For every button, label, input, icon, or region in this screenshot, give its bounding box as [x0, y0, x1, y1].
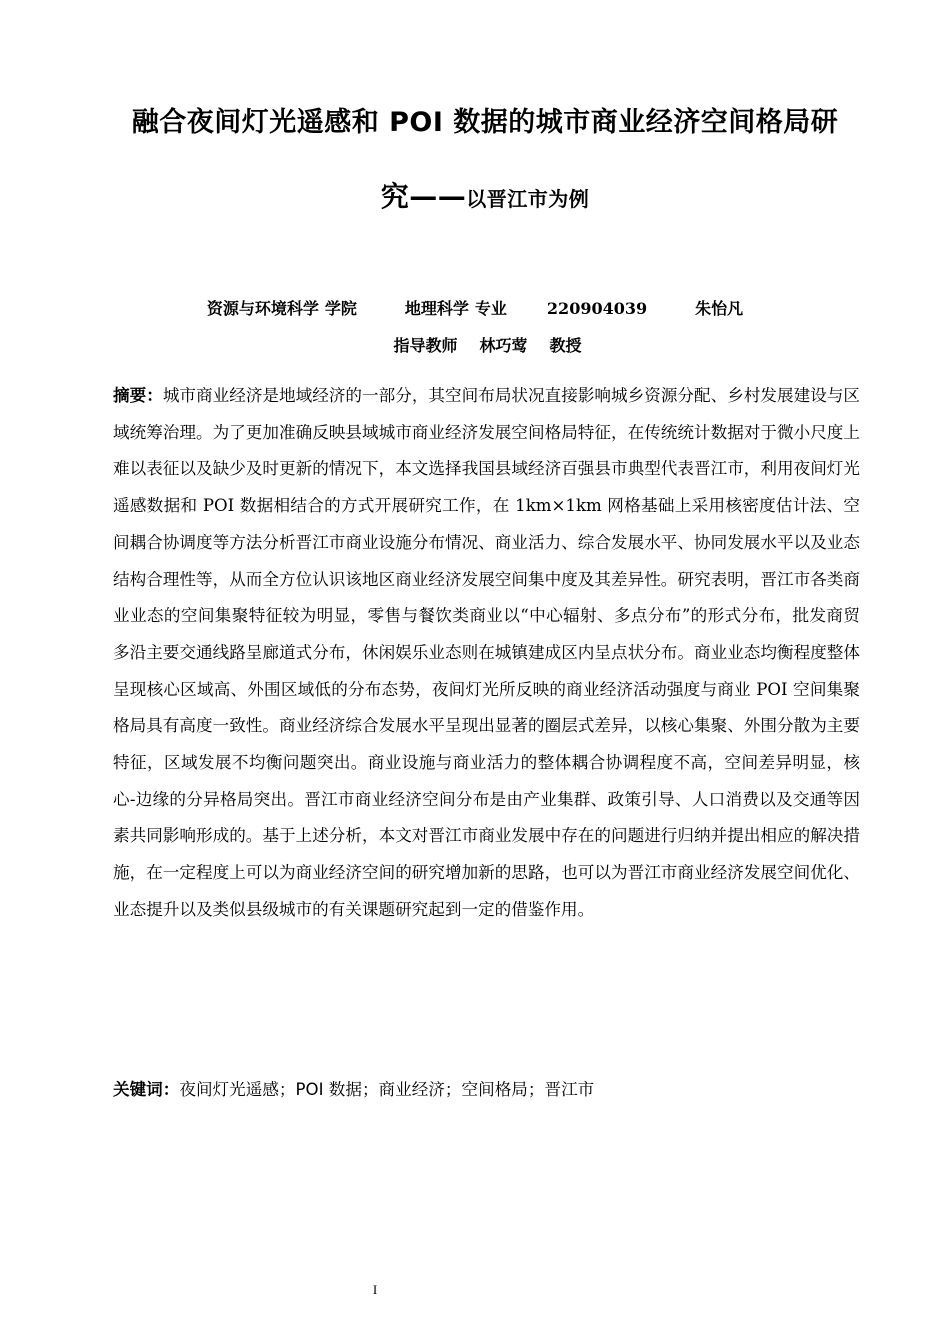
thesis-title-continuation: 究—— — [380, 180, 467, 213]
student-name: 朱怡凡 — [695, 299, 744, 318]
college-name: 资源与环境科学 — [206, 299, 319, 318]
advisor-info — [0, 333, 950, 356]
page-number: I — [372, 1282, 378, 1297]
author-info — [0, 296, 950, 319]
college-suffix: 学院 — [324, 299, 357, 318]
advisor-label: 指导教师 — [393, 336, 458, 355]
keywords-text: 夜间灯光遥感；POI 数据；商业经济；空间格局；晋江市 — [179, 1080, 595, 1099]
abstract-label: 摘要： — [113, 386, 163, 405]
keywords-line — [113, 1075, 860, 1105]
thesis-title-line-2 — [100, 175, 870, 215]
abstract-text: 城市商业经济是地域经济的一部分，其空间布局状况直接影响城乡资源分配、乡村发展建设与区域统筹治理。为了更加准确反映县域城市商业经济发展空间格局特征，在传统统计数据对于微小尺度上难以表征以及缺少及时更新的情况下，本文选择我国县域经济百强县市典型代表晋江市，利用夜间灯光遥感数据和 POI 数据相结合的方式开展研究工作，在 1km×1km 网格基础上采用核密度估计法、空间耦合协调度等方法分析晋江市商业设施分布情况、商业活力、综合发展水平、协同发展水平以及业态结构合理性等，从而全方位认识该地区商业经济发展空间集中度及其差异性。研究表明，晋江市各类商业业态的空间集聚特征较为明显，零售与餐饮类商业以“中心辐射、多点分布”的形式分布，批发商贸多沿主要交通线路呈廊道式分布，休闲娱乐业态则在城镇建成区内呈点状分布。商业业态均衡程度整体呈现核心区域高、外围区域低的分布态势，夜间灯光所反映的商业经济活动强度与商业 POI 空间集聚格局具有高度一致性。商业经济综合发展水平呈现出显著的圈层式差异，以核心集聚、外围分散为主要特征，区域发展不均衡问题突出。商业设施与商业活力的整体耦合协调程度不高，空间差异明显，核心-边缘的分异格局突出。晋江市商业经济空间分布是由产业集群、政策引导、人口消费以及交通等因素共同影响形成的。基于上述分析，本文对晋江市商业发展中存在的问题进行归纳并提出相应的解决措施，在一定程度上可以为商业经济空间的研究增加新的思路，也可以为晋江市商业经济发展空间优化、业态提升以及类似县级城市的有关课题研究起到一定的借鉴作用。 — [113, 386, 861, 919]
student-id: 220904039 — [546, 299, 648, 318]
abstract-paragraph — [113, 378, 860, 929]
thesis-title-line-1: 融合夜间灯光遥感和 POI 数据的城市商业经济空间格局研 — [131, 107, 839, 138]
thesis-subtitle: 以晋江市为例 — [466, 187, 590, 211]
major-suffix: 专业 — [474, 299, 507, 318]
advisor-name: 林巧莺 — [479, 336, 528, 355]
major-name: 地理科学 — [404, 299, 469, 318]
keywords-label: 关键词： — [113, 1080, 180, 1099]
advisor-title: 教授 — [549, 336, 582, 355]
